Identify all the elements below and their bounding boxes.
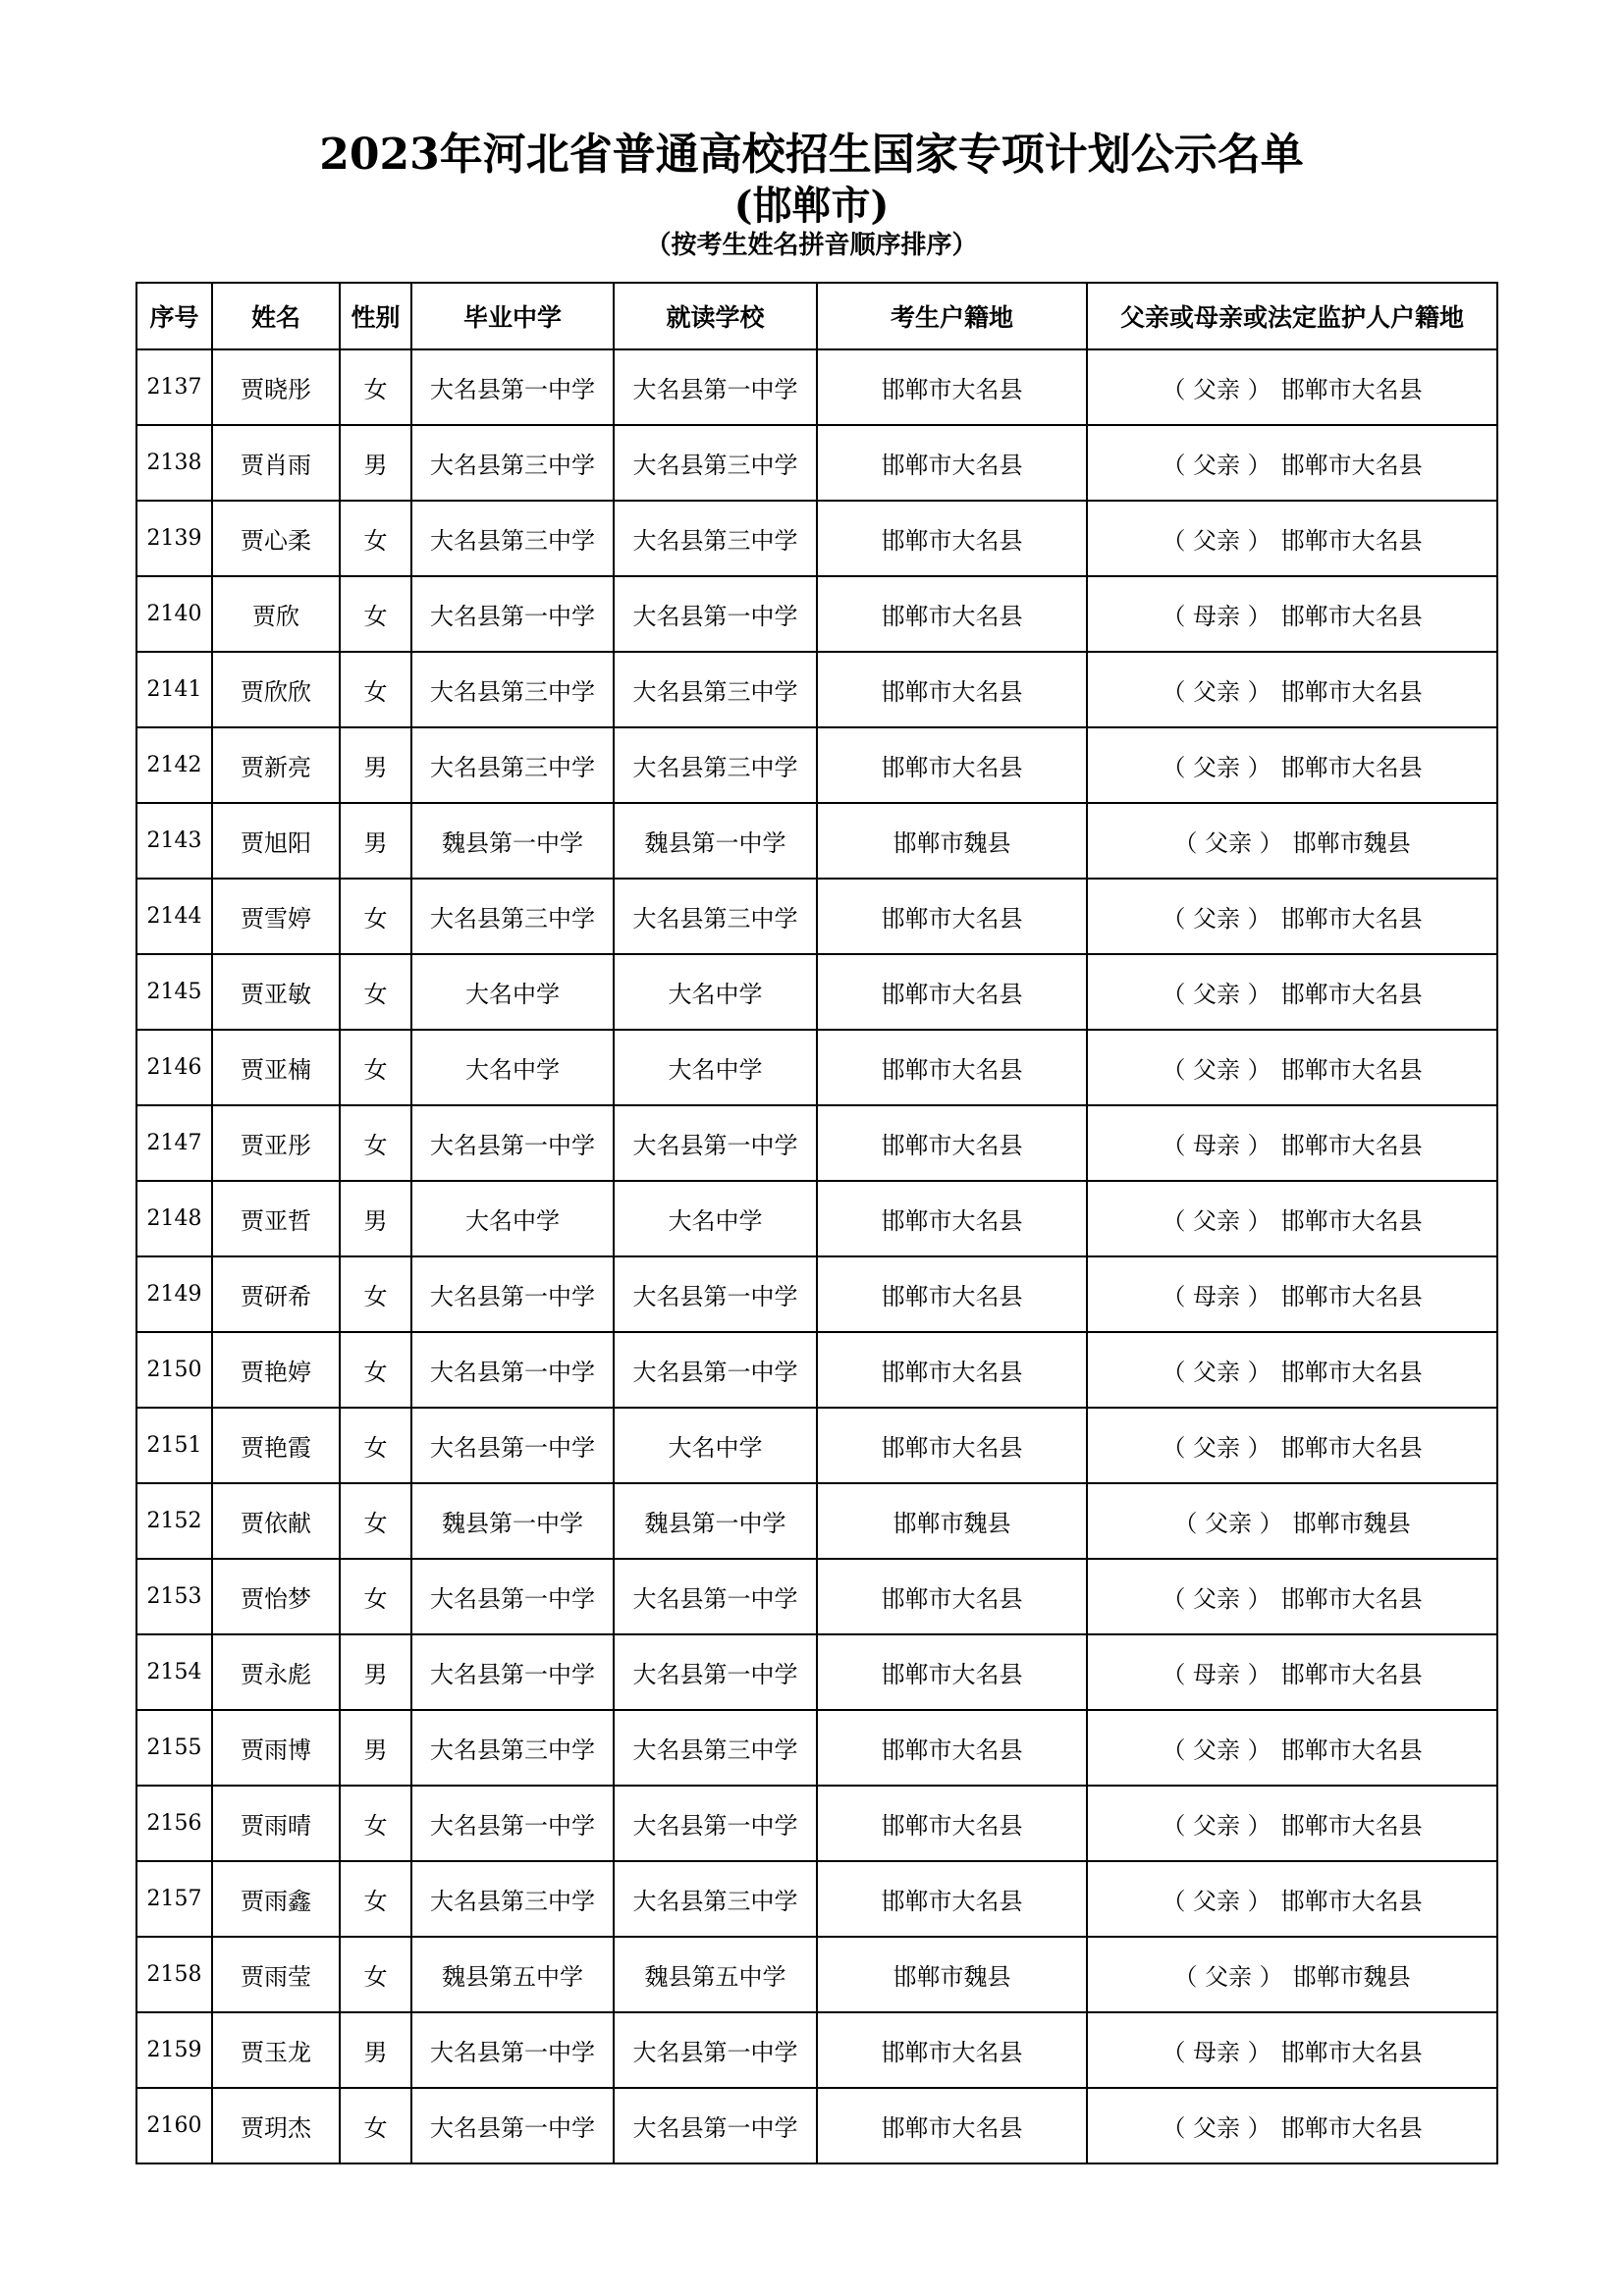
cell-hukou: 邯郸市大名县 <box>817 1634 1087 1710</box>
table-body <box>136 349 1497 2163</box>
cell-study-school: 魏县第五中学 <box>614 1937 817 2012</box>
cell-seq: 2149 <box>136 1256 212 1332</box>
cell-name: 贾雨博 <box>212 1710 340 1786</box>
header-grad-school: 毕业中学 <box>411 283 614 349</box>
cell-seq: 2143 <box>136 803 212 879</box>
cell-name: 贾永彪 <box>212 1634 340 1710</box>
cell-study-school: 大名县第一中学 <box>614 576 817 652</box>
guardian-relation: （ 父亲 ） <box>1162 1056 1271 1084</box>
cell-seq: 2142 <box>136 727 212 803</box>
cell-seq: 2146 <box>136 1030 212 1105</box>
cell-name: 贾欣欣 <box>212 652 340 727</box>
table-row <box>136 879 1497 954</box>
cell-hukou: 邯郸市大名县 <box>817 1710 1087 1786</box>
cell-guardian-hukou <box>1087 1256 1497 1332</box>
cell-guardian-hukou <box>1087 803 1497 879</box>
cell-hukou: 邯郸市大名县 <box>817 349 1087 425</box>
document-subtitle: (邯郸市) <box>733 183 890 229</box>
cell-study-school: 大名县第一中学 <box>614 1256 817 1332</box>
cell-guardian-hukou <box>1087 1937 1497 2012</box>
table-row <box>136 1332 1497 1408</box>
cell-grad-school: 魏县第一中学 <box>411 1483 614 1559</box>
cell-hukou: 邯郸市魏县 <box>817 1483 1087 1559</box>
guardian-place: 邯郸市大名县 <box>1280 981 1423 1008</box>
cell-guardian-hukou <box>1087 1105 1497 1181</box>
cell-study-school: 大名县第一中学 <box>614 1559 817 1634</box>
guardian-place: 邯郸市大名县 <box>1280 1661 1423 1688</box>
cell-seq: 2156 <box>136 1786 212 1861</box>
cell-study-school: 大名县第三中学 <box>614 425 817 501</box>
cell-hukou: 邯郸市大名县 <box>817 2088 1087 2163</box>
table-row <box>136 954 1497 1030</box>
table-row <box>136 1181 1497 1256</box>
guardian-place: 邯郸市大名县 <box>1280 1283 1423 1310</box>
table-row <box>136 576 1497 652</box>
cell-gender: 女 <box>340 2088 411 2163</box>
guardian-place: 邯郸市大名县 <box>1280 1585 1423 1613</box>
table-row <box>136 727 1497 803</box>
cell-gender: 女 <box>340 1256 411 1332</box>
cell-seq: 2158 <box>136 1937 212 2012</box>
cell-hukou: 邯郸市大名县 <box>817 1861 1087 1937</box>
guardian-relation: （ 母亲 ） <box>1162 603 1271 630</box>
guardian-relation: （ 父亲 ） <box>1162 981 1271 1008</box>
cell-study-school: 大名县第三中学 <box>614 1710 817 1786</box>
guardian-relation: （ 父亲 ） <box>1162 1434 1271 1462</box>
cell-seq: 2145 <box>136 954 212 1030</box>
table-row <box>136 1483 1497 1559</box>
cell-name: 贾怡梦 <box>212 1559 340 1634</box>
cell-name: 贾研希 <box>212 1256 340 1332</box>
table-row <box>136 349 1497 425</box>
table-row <box>136 501 1497 576</box>
cell-seq: 2150 <box>136 1332 212 1408</box>
guardian-relation: （ 父亲 ） <box>1162 1736 1271 1764</box>
cell-hukou: 邯郸市大名县 <box>817 1786 1087 1861</box>
cell-name: 贾雨莹 <box>212 1937 340 2012</box>
cell-grad-school: 大名县第三中学 <box>411 1861 614 1937</box>
cell-gender: 女 <box>340 1786 411 1861</box>
cell-seq: 2144 <box>136 879 212 954</box>
cell-grad-school: 大名中学 <box>411 1181 614 1256</box>
cell-grad-school: 大名县第一中学 <box>411 2088 614 2163</box>
guardian-place: 邯郸市大名县 <box>1280 1434 1423 1462</box>
guardian-relation: （ 父亲 ） <box>1173 1510 1283 1537</box>
guardian-place: 邯郸市大名县 <box>1280 527 1423 555</box>
table-row <box>136 652 1497 727</box>
cell-study-school: 大名县第一中学 <box>614 2088 817 2163</box>
cell-name: 贾亚彤 <box>212 1105 340 1181</box>
cell-study-school: 大名县第三中学 <box>614 727 817 803</box>
cell-study-school: 大名县第三中学 <box>614 652 817 727</box>
table-row <box>136 1861 1497 1937</box>
cell-hukou: 邯郸市大名县 <box>817 1030 1087 1105</box>
cell-grad-school: 大名县第一中学 <box>411 349 614 425</box>
guardian-place: 邯郸市大名县 <box>1280 2114 1423 2142</box>
cell-grad-school: 大名中学 <box>411 954 614 1030</box>
guardian-place: 邯郸市大名县 <box>1280 1359 1423 1386</box>
cell-study-school: 大名县第三中学 <box>614 501 817 576</box>
cell-hukou: 邯郸市大名县 <box>817 1256 1087 1332</box>
guardian-relation: （ 父亲 ） <box>1162 1359 1271 1386</box>
guardian-place: 邯郸市大名县 <box>1280 1888 1423 1915</box>
cell-guardian-hukou <box>1087 501 1497 576</box>
cell-hukou: 邯郸市大名县 <box>817 1332 1087 1408</box>
table-row <box>136 1256 1497 1332</box>
cell-gender: 女 <box>340 1559 411 1634</box>
cell-grad-school: 大名县第一中学 <box>411 1634 614 1710</box>
guardian-relation: （ 父亲 ） <box>1173 829 1283 857</box>
table-row <box>136 803 1497 879</box>
cell-hukou: 邯郸市大名县 <box>817 501 1087 576</box>
cell-name: 贾亚楠 <box>212 1030 340 1105</box>
cell-guardian-hukou <box>1087 1786 1497 1861</box>
cell-grad-school: 大名县第三中学 <box>411 501 614 576</box>
cell-grad-school: 大名县第三中学 <box>411 727 614 803</box>
cell-hukou: 邯郸市大名县 <box>817 1408 1087 1483</box>
guardian-place: 邯郸市大名县 <box>1280 1207 1423 1235</box>
cell-hukou: 邯郸市魏县 <box>817 1937 1087 2012</box>
cell-name: 贾欣 <box>212 576 340 652</box>
table-row <box>136 1105 1497 1181</box>
guardian-relation: （ 父亲 ） <box>1162 905 1271 933</box>
cell-study-school: 大名中学 <box>614 1181 817 1256</box>
guardian-place: 邯郸市魏县 <box>1292 1963 1411 1991</box>
guardian-place: 邯郸市大名县 <box>1280 376 1423 403</box>
cell-gender: 女 <box>340 1937 411 2012</box>
guardian-relation: （ 父亲 ） <box>1162 527 1271 555</box>
cell-hukou: 邯郸市大名县 <box>817 576 1087 652</box>
cell-grad-school: 大名县第三中学 <box>411 1710 614 1786</box>
document-title: 2023年河北省普通高校招生国家专项计划公示名单 <box>319 130 1304 180</box>
cell-name: 贾雪婷 <box>212 879 340 954</box>
cell-grad-school: 大名县第三中学 <box>411 879 614 954</box>
cell-seq: 2138 <box>136 425 212 501</box>
guardian-relation: （ 父亲 ） <box>1162 1207 1271 1235</box>
guardian-place: 邯郸市大名县 <box>1280 1812 1423 1840</box>
cell-gender: 女 <box>340 652 411 727</box>
cell-name: 贾心柔 <box>212 501 340 576</box>
cell-gender: 女 <box>340 1030 411 1105</box>
cell-gender: 女 <box>340 1861 411 1937</box>
cell-seq: 2148 <box>136 1181 212 1256</box>
cell-grad-school: 大名县第一中学 <box>411 1408 614 1483</box>
cell-study-school: 大名县第一中学 <box>614 1634 817 1710</box>
cell-name: 贾依献 <box>212 1483 340 1559</box>
cell-grad-school: 大名县第一中学 <box>411 1332 614 1408</box>
table-row <box>136 1634 1497 1710</box>
cell-guardian-hukou <box>1087 652 1497 727</box>
cell-study-school: 大名县第一中学 <box>614 1786 817 1861</box>
cell-seq: 2139 <box>136 501 212 576</box>
cell-seq: 2137 <box>136 349 212 425</box>
cell-guardian-hukou <box>1087 1861 1497 1937</box>
guardian-place: 邯郸市大名县 <box>1280 754 1423 781</box>
cell-name: 贾亚敏 <box>212 954 340 1030</box>
cell-guardian-hukou <box>1087 576 1497 652</box>
cell-guardian-hukou <box>1087 2012 1497 2088</box>
header-gender: 性别 <box>340 283 411 349</box>
cell-gender: 男 <box>340 727 411 803</box>
cell-hukou: 邯郸市大名县 <box>817 727 1087 803</box>
guardian-place: 邯郸市大名县 <box>1280 1056 1423 1084</box>
cell-name: 贾玥杰 <box>212 2088 340 2163</box>
cell-grad-school: 大名县第一中学 <box>411 1559 614 1634</box>
cell-guardian-hukou <box>1087 954 1497 1030</box>
header-hukou: 考生户籍地 <box>817 283 1087 349</box>
cell-guardian-hukou <box>1087 1332 1497 1408</box>
table-row <box>136 1030 1497 1105</box>
cell-seq: 2141 <box>136 652 212 727</box>
cell-hukou: 邯郸市大名县 <box>817 1105 1087 1181</box>
cell-study-school: 大名县第一中学 <box>614 1332 817 1408</box>
cell-gender: 男 <box>340 1634 411 1710</box>
cell-hukou: 邯郸市大名县 <box>817 1559 1087 1634</box>
cell-gender: 男 <box>340 2012 411 2088</box>
guardian-place: 邯郸市大名县 <box>1280 678 1423 706</box>
guardian-place: 邯郸市大名县 <box>1280 1736 1423 1764</box>
header-seq: 序号 <box>136 283 212 349</box>
cell-study-school: 大名县第三中学 <box>614 879 817 954</box>
cell-gender: 女 <box>340 501 411 576</box>
cell-seq: 2140 <box>136 576 212 652</box>
cell-gender: 男 <box>340 1181 411 1256</box>
cell-guardian-hukou <box>1087 1408 1497 1483</box>
cell-gender: 女 <box>340 1105 411 1181</box>
cell-guardian-hukou <box>1087 349 1497 425</box>
cell-seq: 2153 <box>136 1559 212 1634</box>
cell-name: 贾艳霞 <box>212 1408 340 1483</box>
cell-grad-school: 大名县第三中学 <box>411 652 614 727</box>
guardian-place: 邯郸市大名县 <box>1280 1132 1423 1159</box>
cell-grad-school: 大名县第一中学 <box>411 1786 614 1861</box>
guardian-place: 邯郸市大名县 <box>1280 2039 1423 2066</box>
table-row <box>136 1559 1497 1634</box>
cell-grad-school: 魏县第一中学 <box>411 803 614 879</box>
cell-seq: 2154 <box>136 1634 212 1710</box>
table-row <box>136 2088 1497 2163</box>
guardian-relation: （ 父亲 ） <box>1162 754 1271 781</box>
cell-name: 贾肖雨 <box>212 425 340 501</box>
cell-hukou: 邯郸市魏县 <box>817 803 1087 879</box>
header-study-school: 就读学校 <box>614 283 817 349</box>
cell-gender: 女 <box>340 349 411 425</box>
cell-guardian-hukou <box>1087 425 1497 501</box>
cell-name: 贾旭阳 <box>212 803 340 879</box>
guardian-relation: （ 父亲 ） <box>1162 678 1271 706</box>
cell-name: 贾玉龙 <box>212 2012 340 2088</box>
cell-guardian-hukou <box>1087 1559 1497 1634</box>
table-header-row <box>136 283 1497 349</box>
header-name: 姓名 <box>212 283 340 349</box>
cell-study-school: 魏县第一中学 <box>614 803 817 879</box>
guardian-relation: （ 母亲 ） <box>1162 1283 1271 1310</box>
guardian-relation: （ 父亲 ） <box>1173 1963 1283 1991</box>
cell-seq: 2157 <box>136 1861 212 1937</box>
cell-gender: 女 <box>340 1408 411 1483</box>
guardian-relation: （ 父亲 ） <box>1162 2114 1271 2142</box>
cell-name: 贾艳婷 <box>212 1332 340 1408</box>
cell-name: 贾雨晴 <box>212 1786 340 1861</box>
cell-hukou: 邯郸市大名县 <box>817 954 1087 1030</box>
guardian-place: 邯郸市大名县 <box>1280 603 1423 630</box>
cell-guardian-hukou <box>1087 1181 1497 1256</box>
cell-seq: 2160 <box>136 2088 212 2163</box>
table-row <box>136 425 1497 501</box>
guardian-relation: （ 母亲 ） <box>1162 1132 1271 1159</box>
table-row <box>136 1710 1497 1786</box>
cell-name: 贾新亮 <box>212 727 340 803</box>
cell-hukou: 邯郸市大名县 <box>817 2012 1087 2088</box>
cell-study-school: 大名县第一中学 <box>614 2012 817 2088</box>
cell-grad-school: 大名县第一中学 <box>411 2012 614 2088</box>
guardian-relation: （ 父亲 ） <box>1162 452 1271 479</box>
guardian-relation: （ 父亲 ） <box>1162 1888 1271 1915</box>
guardian-relation: （ 父亲 ） <box>1162 1812 1271 1840</box>
table-row <box>136 1408 1497 1483</box>
cell-guardian-hukou <box>1087 1710 1497 1786</box>
cell-grad-school: 大名县第一中学 <box>411 1105 614 1181</box>
cell-guardian-hukou <box>1087 1483 1497 1559</box>
guardian-relation: （ 母亲 ） <box>1162 2039 1271 2066</box>
cell-name: 贾亚哲 <box>212 1181 340 1256</box>
cell-study-school: 大名中学 <box>614 1030 817 1105</box>
guardian-place: 邯郸市魏县 <box>1292 829 1411 857</box>
cell-gender: 男 <box>340 1710 411 1786</box>
cell-grad-school: 大名中学 <box>411 1030 614 1105</box>
cell-guardian-hukou <box>1087 727 1497 803</box>
cell-guardian-hukou <box>1087 1634 1497 1710</box>
cell-gender: 男 <box>340 425 411 501</box>
guardian-relation: （ 父亲 ） <box>1162 1585 1271 1613</box>
sort-note: （按考生姓名拼音顺序排序） <box>645 231 978 260</box>
cell-hukou: 邯郸市大名县 <box>817 879 1087 954</box>
guardian-place: 邯郸市大名县 <box>1280 905 1423 933</box>
table-row <box>136 1786 1497 1861</box>
cell-guardian-hukou <box>1087 1030 1497 1105</box>
cell-grad-school: 魏县第五中学 <box>411 1937 614 2012</box>
table-row <box>136 1937 1497 2012</box>
cell-hukou: 邯郸市大名县 <box>817 652 1087 727</box>
cell-study-school: 大名县第一中学 <box>614 1105 817 1181</box>
cell-gender: 女 <box>340 576 411 652</box>
guardian-relation: （ 母亲 ） <box>1162 1661 1271 1688</box>
cell-study-school: 大名县第三中学 <box>614 1861 817 1937</box>
cell-study-school: 大名中学 <box>614 954 817 1030</box>
cell-study-school: 大名中学 <box>614 1408 817 1483</box>
cell-seq: 2152 <box>136 1483 212 1559</box>
cell-name: 贾晓彤 <box>212 349 340 425</box>
guardian-place: 邯郸市大名县 <box>1280 452 1423 479</box>
header-guardian-hukou: 父亲或母亲或法定监护人户籍地 <box>1087 283 1497 349</box>
cell-gender: 女 <box>340 1483 411 1559</box>
cell-study-school: 大名县第一中学 <box>614 349 817 425</box>
cell-gender: 女 <box>340 1332 411 1408</box>
cell-seq: 2151 <box>136 1408 212 1483</box>
cell-gender: 女 <box>340 879 411 954</box>
cell-name: 贾雨鑫 <box>212 1861 340 1937</box>
cell-gender: 女 <box>340 954 411 1030</box>
cell-grad-school: 大名县第一中学 <box>411 576 614 652</box>
cell-hukou: 邯郸市大名县 <box>817 425 1087 501</box>
cell-guardian-hukou <box>1087 879 1497 954</box>
cell-hukou: 邯郸市大名县 <box>817 1181 1087 1256</box>
cell-seq: 2159 <box>136 2012 212 2088</box>
cell-gender: 男 <box>340 803 411 879</box>
guardian-place: 邯郸市魏县 <box>1292 1510 1411 1537</box>
roster-table <box>135 282 1498 2164</box>
cell-seq: 2147 <box>136 1105 212 1181</box>
cell-seq: 2155 <box>136 1710 212 1786</box>
cell-study-school: 魏县第一中学 <box>614 1483 817 1559</box>
cell-grad-school: 大名县第三中学 <box>411 425 614 501</box>
table-row <box>136 2012 1497 2088</box>
guardian-relation: （ 父亲 ） <box>1162 376 1271 403</box>
cell-guardian-hukou <box>1087 2088 1497 2163</box>
cell-grad-school: 大名县第一中学 <box>411 1256 614 1332</box>
